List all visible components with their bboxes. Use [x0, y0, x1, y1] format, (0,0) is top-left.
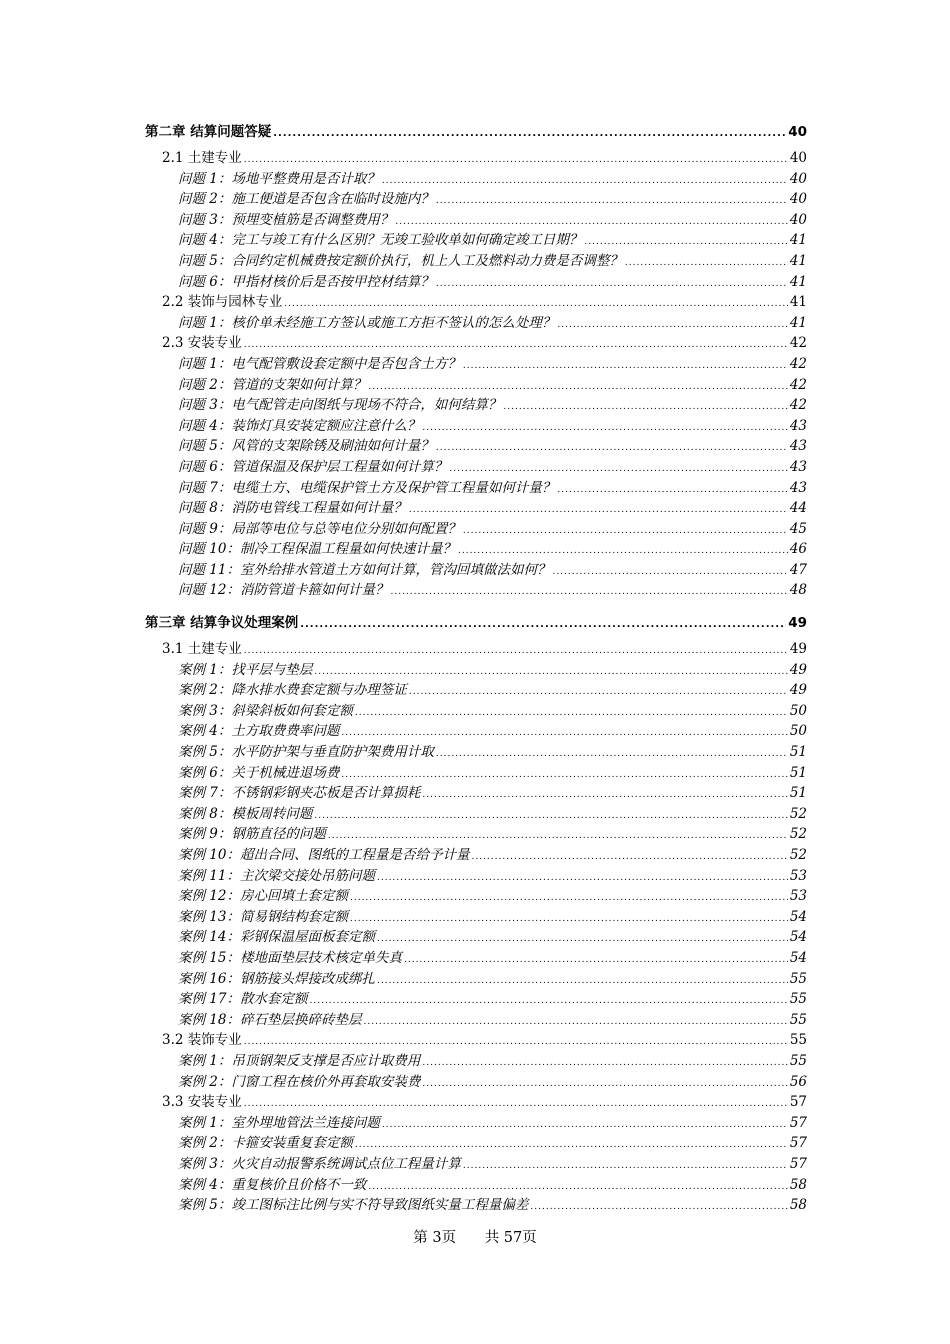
toc-entry-title: 问题 7：电缆土方、电缆保护管土方及保护管工程量如何计量？: [178, 479, 556, 496]
dot-leader: [341, 723, 787, 744]
toc-entry-page: 40: [789, 191, 807, 208]
toc-entry-page: 55: [789, 1011, 807, 1028]
toc-entry-page: 40: [789, 150, 807, 166]
toc-entry-page: 41: [789, 273, 807, 290]
toc-entry-title: 案例 6：关于机械进退场费: [178, 764, 340, 781]
toc-entry-page: 51: [789, 764, 807, 781]
toc-entry-title: 案例 11：主次梁交接处吊筋问题: [178, 867, 375, 884]
dot-leader: [363, 1012, 787, 1033]
dot-leader: [409, 682, 788, 703]
toc-item[interactable]: [145, 395, 807, 416]
dot-leader: [273, 120, 786, 148]
toc-entry-page: 57: [789, 1114, 807, 1131]
toc-item[interactable]: [145, 948, 807, 969]
toc-item[interactable]: [145, 701, 807, 722]
toc-entry-page: 40: [789, 170, 807, 187]
toc-entry-title: 案例 17：散水套定额: [178, 991, 308, 1008]
dot-leader: [244, 641, 788, 662]
toc-entry-title: 案例 5：竣工图标注比例与实不符导致图纸实量工程量偏差: [178, 1197, 529, 1214]
toc-item[interactable]: [145, 189, 807, 210]
toc-item[interactable]: [145, 251, 807, 272]
toc-entry-page: 49: [789, 682, 807, 699]
toc-entry-title: 案例 13：简易钢结构套定额: [178, 908, 348, 925]
dot-leader: [244, 1094, 788, 1115]
dot-leader: [552, 562, 787, 583]
toc-entry-title: 问题 5：风管的支架除锈及刷油如何计量？: [178, 438, 434, 455]
toc-entry-title: 案例 14：彩钢保温屋面板套定额: [178, 929, 375, 946]
toc-section[interactable]: [145, 333, 807, 354]
dot-leader: [368, 1177, 787, 1198]
toc-entry-title: 问题 4：完工与竣工有什么区别？无竣工验收单如何确定竣工日期？: [178, 232, 583, 249]
toc-item[interactable]: [145, 680, 807, 701]
toc-item[interactable]: [145, 907, 807, 928]
toc-entry-title: 第三章 结算争议处理案例: [145, 615, 299, 632]
toc-entry-title: 案例 2：门窗工程在核价外再套取安装费: [178, 1073, 421, 1090]
toc-entry-title: 3.2 装饰专业: [162, 1032, 242, 1049]
dot-leader: [390, 582, 787, 603]
toc-item[interactable]: [145, 1113, 807, 1134]
toc-entry-title: 案例 18：碎石垫层换碎砖垫层: [178, 1011, 362, 1028]
toc-item[interactable]: [145, 886, 807, 907]
toc-entry-page: 42: [789, 397, 807, 414]
toc-entry-title: 问题 1：电气配管敷设套定额中是否包含土方？: [178, 355, 461, 372]
dot-leader: [503, 397, 787, 418]
toc-entry-page: 49: [788, 615, 807, 632]
toc-entry-page: 52: [789, 847, 807, 863]
dot-leader: [409, 500, 788, 521]
toc-entry-title: 案例 3：火灾自动报警系统调试点位工程量计算: [178, 1155, 461, 1172]
toc-entry-page: 54: [789, 908, 807, 925]
toc-chapter[interactable]: [145, 118, 807, 146]
toc-section[interactable]: [145, 639, 807, 660]
toc-entry-title: 案例 7：不锈钢彩钢夹芯板是否计算损耗: [178, 785, 421, 802]
toc-entry-page: 53: [789, 867, 807, 884]
toc-entry-page: 43: [789, 458, 807, 475]
toc-entry-page: 45: [789, 520, 807, 537]
toc-entry-title: 案例 1：找平层与垫层: [178, 661, 313, 678]
toc-item[interactable]: [145, 1072, 807, 1093]
toc-entry-page: 41: [789, 314, 807, 331]
toc-entry-page: 58: [789, 1197, 807, 1214]
dot-leader: [309, 991, 787, 1012]
dot-leader: [463, 1156, 788, 1177]
toc-item[interactable]: [145, 783, 807, 804]
toc-entry-title: 案例 4：土方取费费率问题: [178, 723, 340, 740]
dot-leader: [557, 480, 787, 501]
toc-entry-page: 51: [789, 785, 807, 802]
toc-entry-page: 47: [789, 561, 807, 578]
toc-item[interactable]: [145, 660, 807, 681]
dot-leader: [471, 847, 787, 868]
toc-item[interactable]: [145, 969, 807, 990]
dot-leader: [341, 765, 787, 786]
dot-leader: [314, 662, 787, 683]
toc-item[interactable]: [145, 866, 807, 887]
toc-entry-title: 问题 6：管道保温及保护层工程量如何计算？: [178, 458, 448, 475]
toc-entry-page: 41: [789, 294, 807, 311]
dot-leader: [284, 294, 788, 315]
toc-entry-title: 第二章 结算问题答疑: [145, 124, 272, 140]
dot-leader: [422, 1074, 787, 1095]
toc-entry-page: 49: [789, 641, 807, 658]
dot-leader: [300, 611, 786, 639]
toc-item[interactable]: [145, 210, 807, 231]
toc-entry-page: 51: [789, 744, 807, 761]
dot-leader: [449, 459, 787, 480]
toc-entry-page: 42: [789, 376, 807, 393]
toc-entry-page: 43: [789, 417, 807, 434]
toc-entry-page: 49: [789, 661, 807, 678]
toc-entry-title: 2.3 安装专业: [162, 335, 242, 352]
toc-item[interactable]: [145, 354, 807, 375]
toc-item[interactable]: [145, 824, 807, 845]
dot-leader: [328, 826, 788, 847]
toc-entry-page: 42: [789, 355, 807, 372]
toc-entry-title: 问题 5：合同约定机械费按定额价执行，机上人工及燃料动力费是否调整？: [178, 252, 623, 269]
toc-item[interactable]: [145, 169, 807, 190]
toc-item[interactable]: [145, 539, 807, 560]
toc-entry-page: 41: [789, 252, 807, 269]
toc-item[interactable]: [145, 1133, 807, 1154]
toc-item[interactable]: [145, 560, 807, 581]
dot-leader: [377, 929, 788, 950]
toc-entry-title: 案例 12：房心回填土套定额: [178, 888, 348, 905]
toc-entry-title: 案例 3：斜梁斜板如何套定额: [178, 702, 353, 719]
toc-entry-title: 问题 6：甲指材核价后是否按甲控材结算？: [178, 273, 434, 290]
toc-item[interactable]: [145, 457, 807, 478]
dot-leader: [584, 232, 787, 253]
toc-entry-title: 案例 9：钢筋直径的问题: [178, 826, 326, 843]
toc-entry-page: 46: [789, 541, 807, 558]
dot-leader: [244, 1032, 788, 1053]
toc-entry-title: 问题 3：电气配管走向图纸与现场不符合，如何结算？: [178, 397, 502, 414]
toc-item[interactable]: [145, 272, 807, 293]
toc-entry-title: 问题 1：场地平整费用是否计取？: [178, 170, 380, 187]
toc-entry-title: 问题 1：核价单未经施工方签认或施工方拒不签认的怎么处理？: [178, 314, 556, 331]
dot-leader: [350, 888, 788, 909]
toc-item[interactable]: [145, 230, 807, 251]
dot-leader: [463, 521, 788, 542]
toc-entry-page: 50: [789, 702, 807, 719]
dot-leader: [350, 909, 788, 930]
toc-entry-title: 案例 8：模板周转问题: [178, 805, 313, 822]
dot-leader: [557, 315, 787, 336]
dot-leader: [422, 418, 787, 439]
toc-entry-page: 53: [789, 888, 807, 905]
toc-entry-title: 问题 2：管道的支架如何计算？: [178, 376, 367, 393]
toc-entry-page: 43: [789, 479, 807, 496]
toc-item[interactable]: [145, 1195, 807, 1216]
toc-entry-title: 案例 1：室外埋地管法兰连接问题: [178, 1114, 380, 1131]
toc-entry-title: 案例 4：重复核价且价格不一致: [178, 1176, 367, 1193]
toc-entry-page: 44: [789, 500, 807, 517]
dot-leader: [314, 806, 787, 827]
dot-leader: [422, 1053, 787, 1074]
toc-item[interactable]: [145, 927, 807, 948]
page-footer: [0, 1226, 950, 1247]
dot-leader: [625, 253, 788, 274]
dot-leader: [530, 1197, 787, 1218]
toc-section[interactable]: [145, 1092, 807, 1113]
toc-item[interactable]: [145, 498, 807, 519]
toc-entry-title: 案例 2：卡箍安装重复套定额: [178, 1135, 353, 1152]
toc-entry-page: 50: [789, 723, 807, 740]
toc-entry-title: 问题 10：制冷工程保温工程量如何快速计量？: [178, 541, 456, 558]
toc-entry-page: 54: [789, 929, 807, 946]
toc-item[interactable]: [145, 1175, 807, 1196]
toc-section[interactable]: [145, 1030, 807, 1051]
toc-item[interactable]: [145, 845, 807, 866]
toc-item[interactable]: [145, 416, 807, 437]
toc-entry-title: 3.3 安装专业: [162, 1094, 242, 1111]
toc-entry-page: 48: [789, 582, 807, 599]
toc-entry-page: 43: [789, 438, 807, 455]
dot-leader: [463, 356, 788, 377]
toc-item[interactable]: [145, 763, 807, 784]
toc-entry-page: 40: [788, 124, 807, 140]
toc-entry-title: 问题 9：局部等电位与总等电位分别如何配置？: [178, 520, 461, 537]
dot-leader: [436, 274, 788, 295]
toc-entry-page: 57: [789, 1135, 807, 1152]
dot-leader: [404, 950, 788, 971]
toc-entry-page: 58: [789, 1176, 807, 1193]
toc-entry-page: 55: [789, 970, 807, 987]
toc-entry-page: 55: [789, 1052, 807, 1069]
toc-entry-title: 问题 12：消防管道卡箍如何计量？: [178, 582, 389, 599]
toc-entry-page: 41: [789, 232, 807, 249]
toc-item[interactable]: [145, 519, 807, 540]
toc-entry-page: 52: [789, 805, 807, 822]
toc-entry-title: 案例 2：降水排水费套定额与办理签证: [178, 682, 407, 699]
toc-section[interactable]: [145, 148, 807, 169]
toc-chapter[interactable]: [145, 609, 807, 637]
dot-leader: [458, 541, 788, 562]
toc-entry-title: 问题 3：预埋变植筋是否调整费用？: [178, 211, 394, 228]
toc-entry-title: 问题 8：消防电管线工程量如何计量？: [178, 500, 407, 517]
dot-leader: [377, 971, 788, 992]
dot-leader: [395, 212, 787, 233]
toc-item[interactable]: [145, 313, 807, 334]
toc-entry-title: 案例 5：水平防护架与垂直防护架费用计取: [178, 744, 434, 761]
toc-entry-title: 案例 10：超出合同、图纸的工程量是否给予计量: [178, 847, 470, 863]
toc-item[interactable]: [145, 436, 807, 457]
dot-leader: [368, 377, 787, 398]
toc-entry-title: 案例 1：吊顶钢架反支撑是否应计取费用: [178, 1052, 421, 1069]
toc-item[interactable]: [145, 580, 807, 601]
toc-entry-page: 42: [789, 335, 807, 352]
toc-item[interactable]: [145, 1010, 807, 1031]
toc-entry-title: 问题 2：施工便道是否包含在临时设施内？: [178, 191, 434, 208]
toc-entry-page: 57: [789, 1155, 807, 1172]
dot-leader: [355, 703, 788, 724]
dot-leader: [436, 191, 788, 212]
toc-entry-title: 3.1 土建专业: [162, 641, 242, 658]
toc-entry-page: 54: [789, 949, 807, 966]
toc-item[interactable]: [145, 1154, 807, 1175]
toc-item[interactable]: [145, 804, 807, 825]
dot-leader: [422, 785, 787, 806]
toc-section[interactable]: [145, 292, 807, 313]
toc-entry-title: 案例 16：钢筋接头焊接改成绑扎: [178, 970, 375, 987]
toc-entry-title: 2.1 土建专业: [162, 150, 242, 166]
dot-leader: [377, 868, 788, 889]
toc-entry-page: 55: [789, 1032, 807, 1049]
toc-item[interactable]: [145, 721, 807, 742]
toc-entry-title: 问题 11：室外给排水管道土方如何计算，管沟回填做法如何？: [178, 561, 551, 578]
toc-entry-page: 57: [789, 1094, 807, 1111]
dot-leader: [244, 150, 788, 171]
dot-leader: [436, 438, 788, 459]
toc-entry-title: 2.2 装饰与园林专业: [162, 294, 283, 311]
dot-leader: [436, 744, 788, 765]
toc-entry-title: 问题 4：装饰灯具安装定额应注意什么？: [178, 417, 421, 434]
toc-entry-page: 56: [789, 1073, 807, 1090]
dot-leader: [355, 1135, 788, 1156]
table-of-contents: [145, 116, 807, 1216]
toc-entry-page: 55: [789, 991, 807, 1008]
toc-entry-title: 案例 15：楼地面垫层技术核定单失真: [178, 949, 402, 966]
toc-entry-page: 40: [789, 211, 807, 228]
dot-leader: [382, 171, 788, 192]
page-number: 第 3页: [413, 1230, 457, 1246]
dot-leader: [382, 1115, 788, 1136]
toc-item[interactable]: [145, 478, 807, 499]
toc-item[interactable]: [145, 1051, 807, 1072]
total-pages: 共 57页: [484, 1230, 537, 1246]
toc-item[interactable]: [145, 742, 807, 763]
toc-item[interactable]: [145, 375, 807, 396]
dot-leader: [244, 335, 788, 356]
toc-entry-page: 52: [789, 826, 807, 843]
toc-item[interactable]: [145, 989, 807, 1010]
